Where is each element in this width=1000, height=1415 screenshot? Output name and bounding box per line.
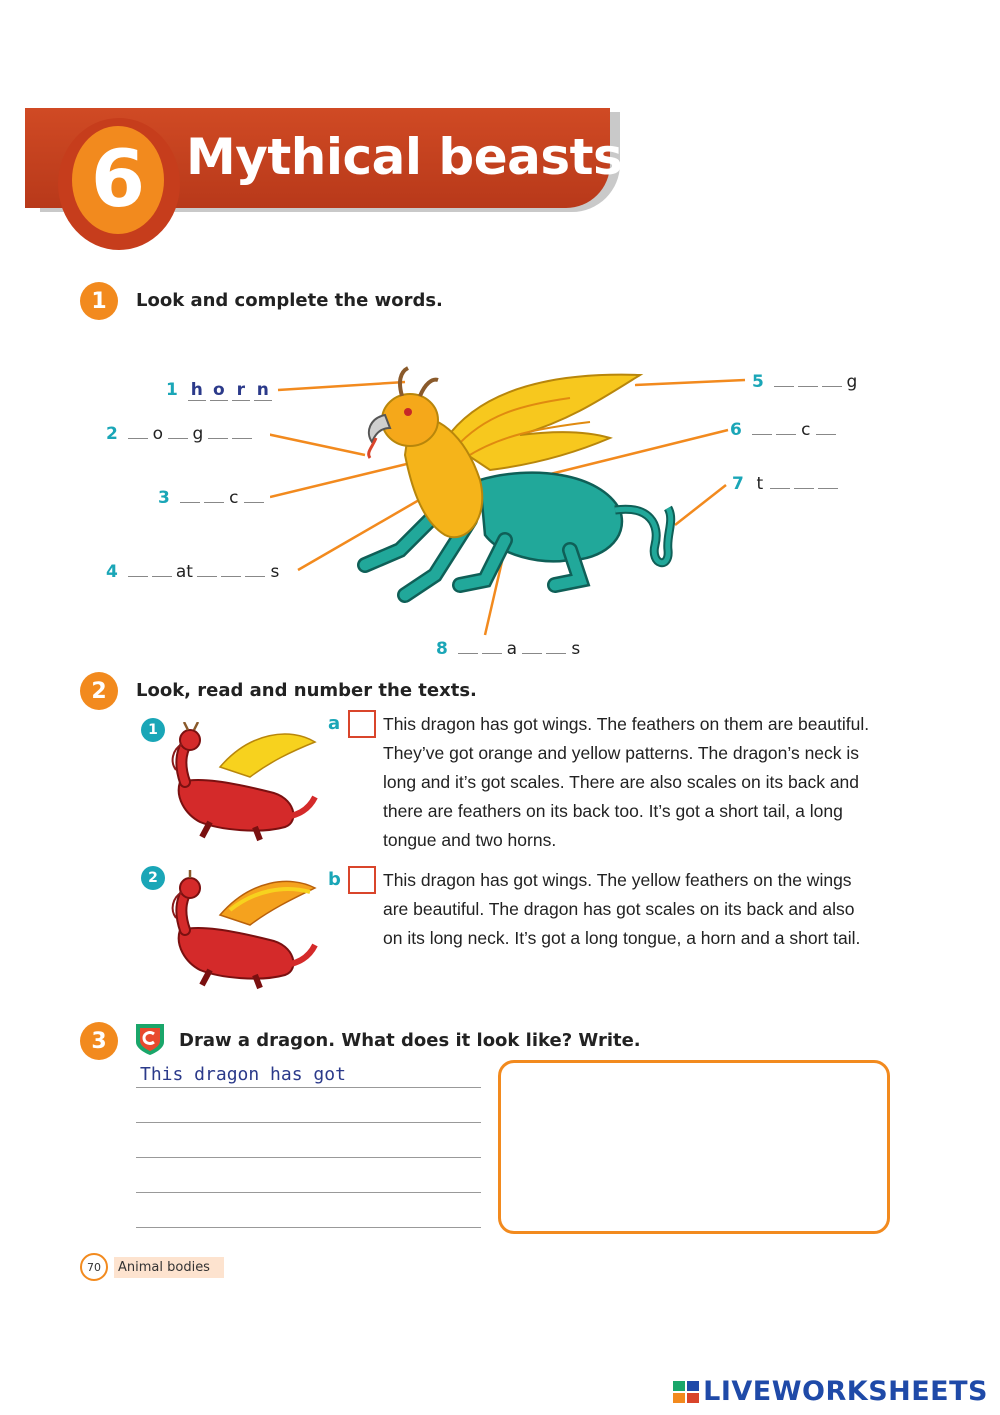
blank-input[interactable] [822,370,842,387]
blank-input[interactable] [232,422,252,439]
answer-letter[interactable]: o [210,380,228,401]
blank-input[interactable] [221,560,241,577]
answer-letter[interactable]: n [254,380,272,401]
brand-name: LIVEWORKSHEETS [703,1376,988,1407]
option-b-answer-box[interactable] [348,866,376,894]
blank-input[interactable] [197,560,217,577]
label-7: 7 t [732,472,838,494]
answer-letter[interactable]: r [232,380,250,401]
blank-input[interactable] [245,560,265,577]
creativity-shield-icon [134,1022,166,1056]
blank-input[interactable] [128,560,148,577]
blank-input[interactable] [798,370,818,387]
option-b-letter: b [328,869,341,890]
blank-input[interactable] [522,637,542,654]
blank-input[interactable] [546,637,566,654]
label-1: 1 h o r n [166,380,272,401]
blank-input[interactable] [770,472,790,489]
label-5: 5 g [752,372,858,392]
blank-input[interactable] [816,418,836,435]
blank-input[interactable] [776,418,796,435]
liveworksheets-logo-icon [673,1381,699,1403]
drawing-box[interactable] [498,1060,890,1234]
blank-input[interactable] [180,486,200,503]
blank-input[interactable] [128,422,148,439]
label-2: 2 o g [106,422,252,444]
writing-line[interactable] [136,1086,481,1088]
unit-number-badge: 6 [72,126,164,234]
picture-1-number: 1 [141,718,165,742]
blank-input[interactable] [244,486,264,503]
option-b-text: This dragon has got wings. The yellow feathers on the wings are beautiful. The dragon has got scales on its back and also on its long neck. It’s got a long tongue, a horn and a short tail. [383,870,861,948]
option-a-letter: a [328,713,341,734]
writing-line[interactable] [136,1191,481,1193]
starter-text: This dragon has got [140,1064,346,1085]
blank-input[interactable] [152,560,172,577]
label-6: 6 c [730,418,836,440]
option-a-text: This dragon has got wings. The feathers on them are beautiful. They’ve got orange and yellow patterns. The dragon’s neck is long and it’s got scales. There are also scales on its back and there are feathers on its back too. It’s got a short tail, a long tongue and two horns. [383,714,870,850]
exercise-3-instruction: Draw a dragon. What does it look like? Write. [179,1030,641,1051]
exercise-1-instruction: Look and complete the words. [136,290,443,311]
blank-input[interactable] [752,418,772,435]
writing-line[interactable] [136,1226,481,1228]
label-3: 3 c [158,486,264,508]
blank-input[interactable] [168,422,188,439]
blank-input[interactable] [482,637,502,654]
page-number: 70 [80,1253,108,1281]
red-dragon-picture-2 [160,870,320,990]
blank-input[interactable] [208,422,228,439]
blank-input[interactable] [794,472,814,489]
blank-input[interactable] [818,472,838,489]
label-8: 8 a s [436,639,581,659]
exercise-2-number: 2 [80,672,118,710]
label-4: 4 at s [106,562,280,582]
exercise-3-number: 3 [80,1022,118,1060]
picture-2-number: 2 [141,866,165,890]
blank-input[interactable] [774,370,794,387]
answer-letter[interactable]: h [188,380,206,401]
writing-line[interactable] [136,1156,481,1158]
option-a-answer-box[interactable] [348,710,376,738]
section-label: Animal bodies [114,1257,224,1278]
blank-input[interactable] [458,637,478,654]
writing-line[interactable] [136,1121,481,1123]
red-dragon-picture-1 [160,722,320,842]
page-footer [80,1254,224,1280]
exercise-2-instruction: Look, read and number the texts. [136,680,477,701]
blank-input[interactable] [204,486,224,503]
page-title: Mythical beasts [186,128,623,186]
liveworksheets-brand [673,1376,988,1407]
exercise-1-number: 1 [80,282,118,320]
griffin-illustration [270,360,890,640]
